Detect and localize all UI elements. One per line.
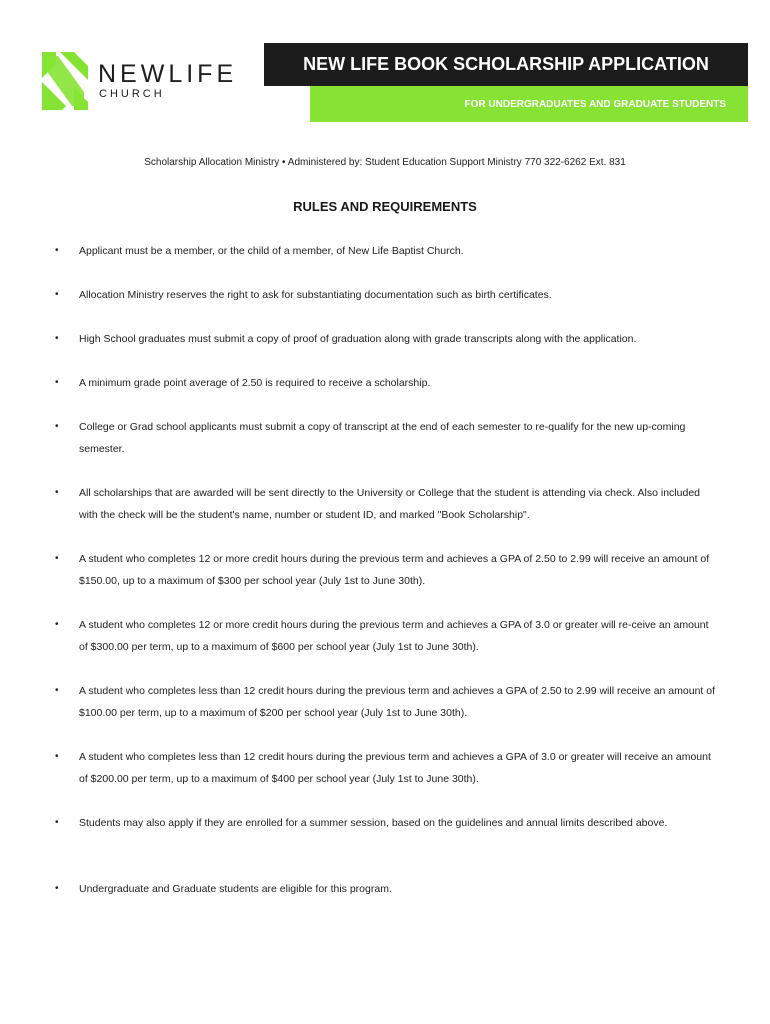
bullet-icon: • bbox=[55, 487, 59, 498]
rule-item: A student who completes 12 or more credit hours during the previous term and achieves a GPA of 2.50 to 2.99 will receive an amount of $150.00, up to a maximum of $300 per school year (July 1st to June 30th). bbox=[79, 553, 710, 587]
rule-item: Allocation Ministry reserves the right to ask for substantiating documentation such as birth certificates. bbox=[79, 289, 552, 301]
bullet-icon: • bbox=[55, 685, 59, 696]
bullet-icon: • bbox=[55, 883, 59, 894]
ministry-info-line: Scholarship Allocation Ministry • Administered by: Student Education Support Ministry 770 322-6262 Ext. 831 bbox=[144, 157, 626, 168]
rule-item: A student who completes less than 12 credit hours during the previous term and achieves a GPA of 3.0 or greater will receive an amount of $200.00 per term, up to a maximum of $400 per school year (July 1st to June 30th). bbox=[79, 751, 711, 785]
rule-item: Applicant must be a member, or the child of a member, of New Life Baptist Church. bbox=[79, 245, 464, 257]
rule-item: A student who completes less than 12 credit hours during the previous term and achieves a GPA of 2.50 to 2.99 will receive an amount of $100.00 per term, up to a maximum of $200 per school year (July 1st to June 30th). bbox=[79, 685, 716, 719]
bullet-icon: • bbox=[55, 553, 59, 564]
bullet-icon: • bbox=[55, 751, 59, 762]
bullet-icon: • bbox=[55, 619, 59, 630]
newlife-logo-icon bbox=[42, 52, 88, 110]
rule-item: A minimum grade point average of 2.50 is required to receive a scholarship. bbox=[79, 377, 431, 389]
section-title: RULES AND REQUIREMENTS bbox=[293, 199, 477, 214]
bullet-icon: • bbox=[55, 421, 59, 432]
bullet-icon: • bbox=[55, 817, 59, 828]
rule-item: High School graduates must submit a copy of proof of graduation along with grade transcripts along with the application. bbox=[79, 333, 637, 345]
rule-item: A student who completes 12 or more credit hours during the previous term and achieves a GPA of 3.0 or greater will re-ceive an amount of $300.00 per term, up to a maximum of $600 per school year (July 1st to June 30th). bbox=[79, 619, 709, 653]
page-subtitle: FOR UNDERGRADUATES AND GRADUATE STUDENTS bbox=[310, 86, 748, 122]
bullet-icon: • bbox=[55, 333, 59, 344]
bullet-icon: • bbox=[55, 289, 59, 300]
church-logo bbox=[42, 52, 272, 110]
logo-subtitle: CHURCH bbox=[99, 88, 165, 100]
rule-item: Students may also apply if they are enrolled for a summer session, based on the guidelines and annual limits described above. bbox=[79, 817, 668, 829]
logo-name: NEWLIFE bbox=[98, 60, 238, 88]
rule-item: College or Grad school applicants must submit a copy of transcript at the end of each semester to re-qualify for the new up-coming semester. bbox=[79, 421, 686, 455]
bullet-icon: • bbox=[55, 377, 59, 388]
page-title: NEW LIFE BOOK SCHOLARSHIP APPLICATION bbox=[264, 43, 748, 86]
rule-item: All scholarships that are awarded will be sent directly to the University or College that the student is attending via check. Also included with the check will be the student's name, number or student ID, and marked "Book Scholarship". bbox=[79, 487, 700, 521]
bullet-icon: • bbox=[55, 245, 59, 256]
rule-item: Undergraduate and Graduate students are eligible for this program. bbox=[79, 883, 392, 895]
